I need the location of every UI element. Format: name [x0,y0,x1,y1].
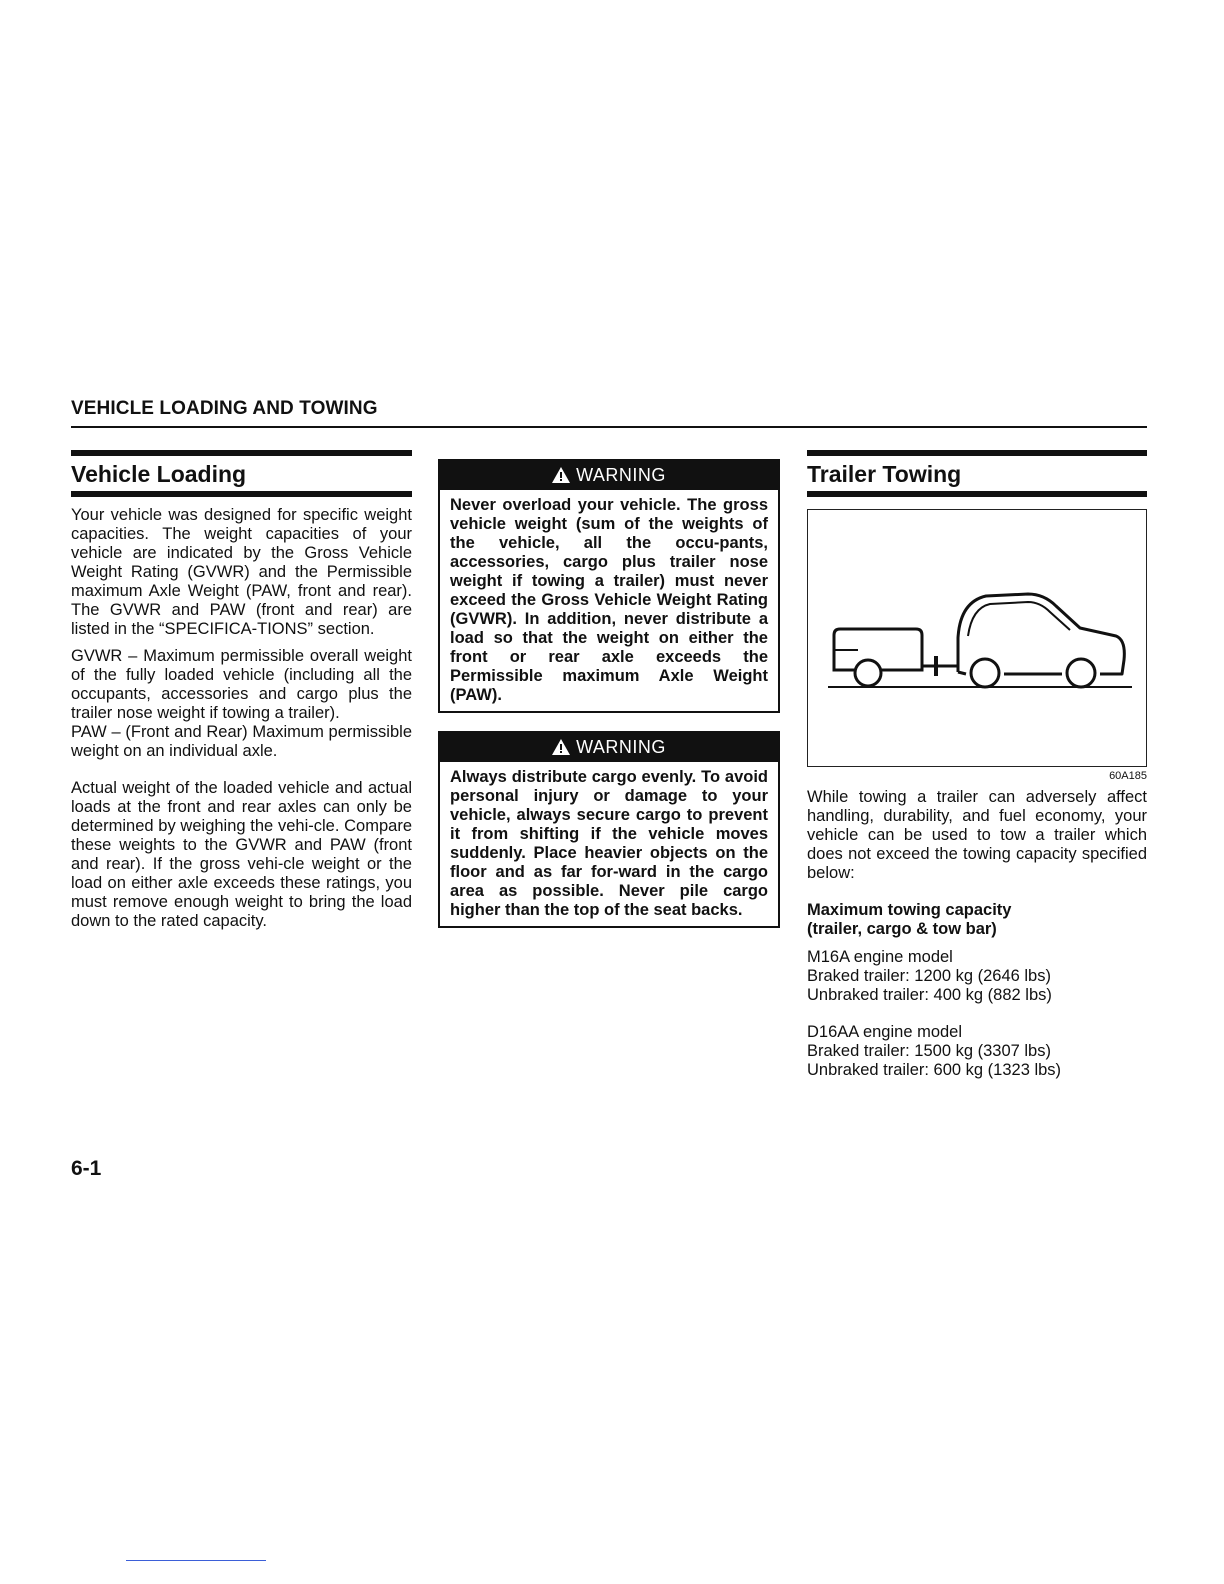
warning-triangle-icon [552,735,570,764]
warnings-column [438,450,780,928]
actual-weight-paragraph: Actual weight of the loaded vehicle and actual loads at the front and rear axles can only be determined by weighing the vehi-cle. Compare these weights to the GVWR and PAW (front and rear). If the gross vehi-cle weight or the load on either axle exceeds these ratings, you must remove enough weight to bring the load down to the rated capacity. [71,779,412,930]
model-specs-d16aa [807,1023,1147,1080]
section-title: VEHICLE LOADING AND TOWING [71,398,378,419]
gvwr-definition: GVWR – Maximum permissible overall weight of the fully loaded vehicle (including all the occupants, accessories and cargo plus the trailer nose weight if towing a trailer). [71,647,412,722]
header-rule [71,426,1147,428]
warning-title [440,733,778,762]
trailer-towing-column [807,450,1147,1080]
unbraked-capacity: Unbraked trailer: 400 kg (882 lbs) [807,986,1052,1004]
model-name: M16A engine model [807,948,953,966]
footer-line [126,1560,266,1561]
warning-triangle-icon [552,463,570,492]
towing-intro: While towing a trailer can adversely affect handling, durability, and fuel economy, your vehicle can be used to tow a trailer which does not exceed the towing capacity specified below: [807,788,1147,882]
towing-illustration [807,509,1147,767]
car-with-trailer-illustration [808,510,1146,764]
capacity-heading-line2: (trailer, cargo & tow bar) [807,920,997,938]
warning-text: Never overload your vehicle. The gross vehicle weight (sum of the weights of the vehicle, all the occu-pants, accessories, cargo plus trailer nose weight if towing a trailer) must never exceed the Gross Vehicle Weight Rating (GVWR). In addition, never distribute a load so that the weight on either the front or rear axle exceeds the Permissible maximum Axle Weight (PAW). [450,496,768,704]
weight-capacity-paragraph: Your vehicle was designed for specific weight capacities. The weight capacities of your vehicle are indicated by the Gross Vehicle Weight Rating (GVWR) and the Permissible maximum Axle Weight (PAW, front and rear). The GVWR and PAW (front and rear) are listed in the “SPECIFICA-TIONS” section. [71,506,412,638]
heading-rule-bottom [807,491,1147,497]
braked-capacity: Braked trailer: 1500 kg (3307 lbs) [807,1042,1051,1060]
figure-code: 60A185 [1109,770,1147,782]
warning-title-text: WARNING [576,465,666,485]
heading-rule-top [807,450,1147,456]
unbraked-capacity: Unbraked trailer: 600 kg (1323 lbs) [807,1061,1062,1079]
page-number: 6-1 [71,1157,102,1180]
braked-capacity: Braked trailer: 1200 kg (2646 lbs) [807,967,1051,985]
warning-text: Always distribute cargo evenly. To avoid personal injury or damage to your vehicle, always secure cargo to prevent it from shifting if the vehicle moves suddenly. Place heavier objects on the floor and as far for-ward in the cargo area as possible. Never pile cargo higher than the top of the seat backs. [450,768,768,919]
trailer-towing-heading: Trailer Towing [807,461,962,487]
paw-definition: PAW – (Front and Rear) Maximum permissible weight on an individual axle. [71,723,412,760]
warning-title-text: WARNING [576,737,666,757]
warning-box-cargo [438,731,780,928]
vehicle-loading-column [71,450,412,931]
capacity-heading [807,901,1147,939]
model-specs-m16a [807,948,1147,1005]
model-name: D16AA engine model [807,1023,963,1041]
capacity-heading-line1: Maximum towing capacity [807,901,1012,919]
warning-title [440,461,778,490]
warning-box-overload [438,459,780,713]
vehicle-loading-heading: Vehicle Loading [71,461,247,487]
heading-rule-top [71,450,412,456]
heading-rule-bottom [71,491,412,497]
